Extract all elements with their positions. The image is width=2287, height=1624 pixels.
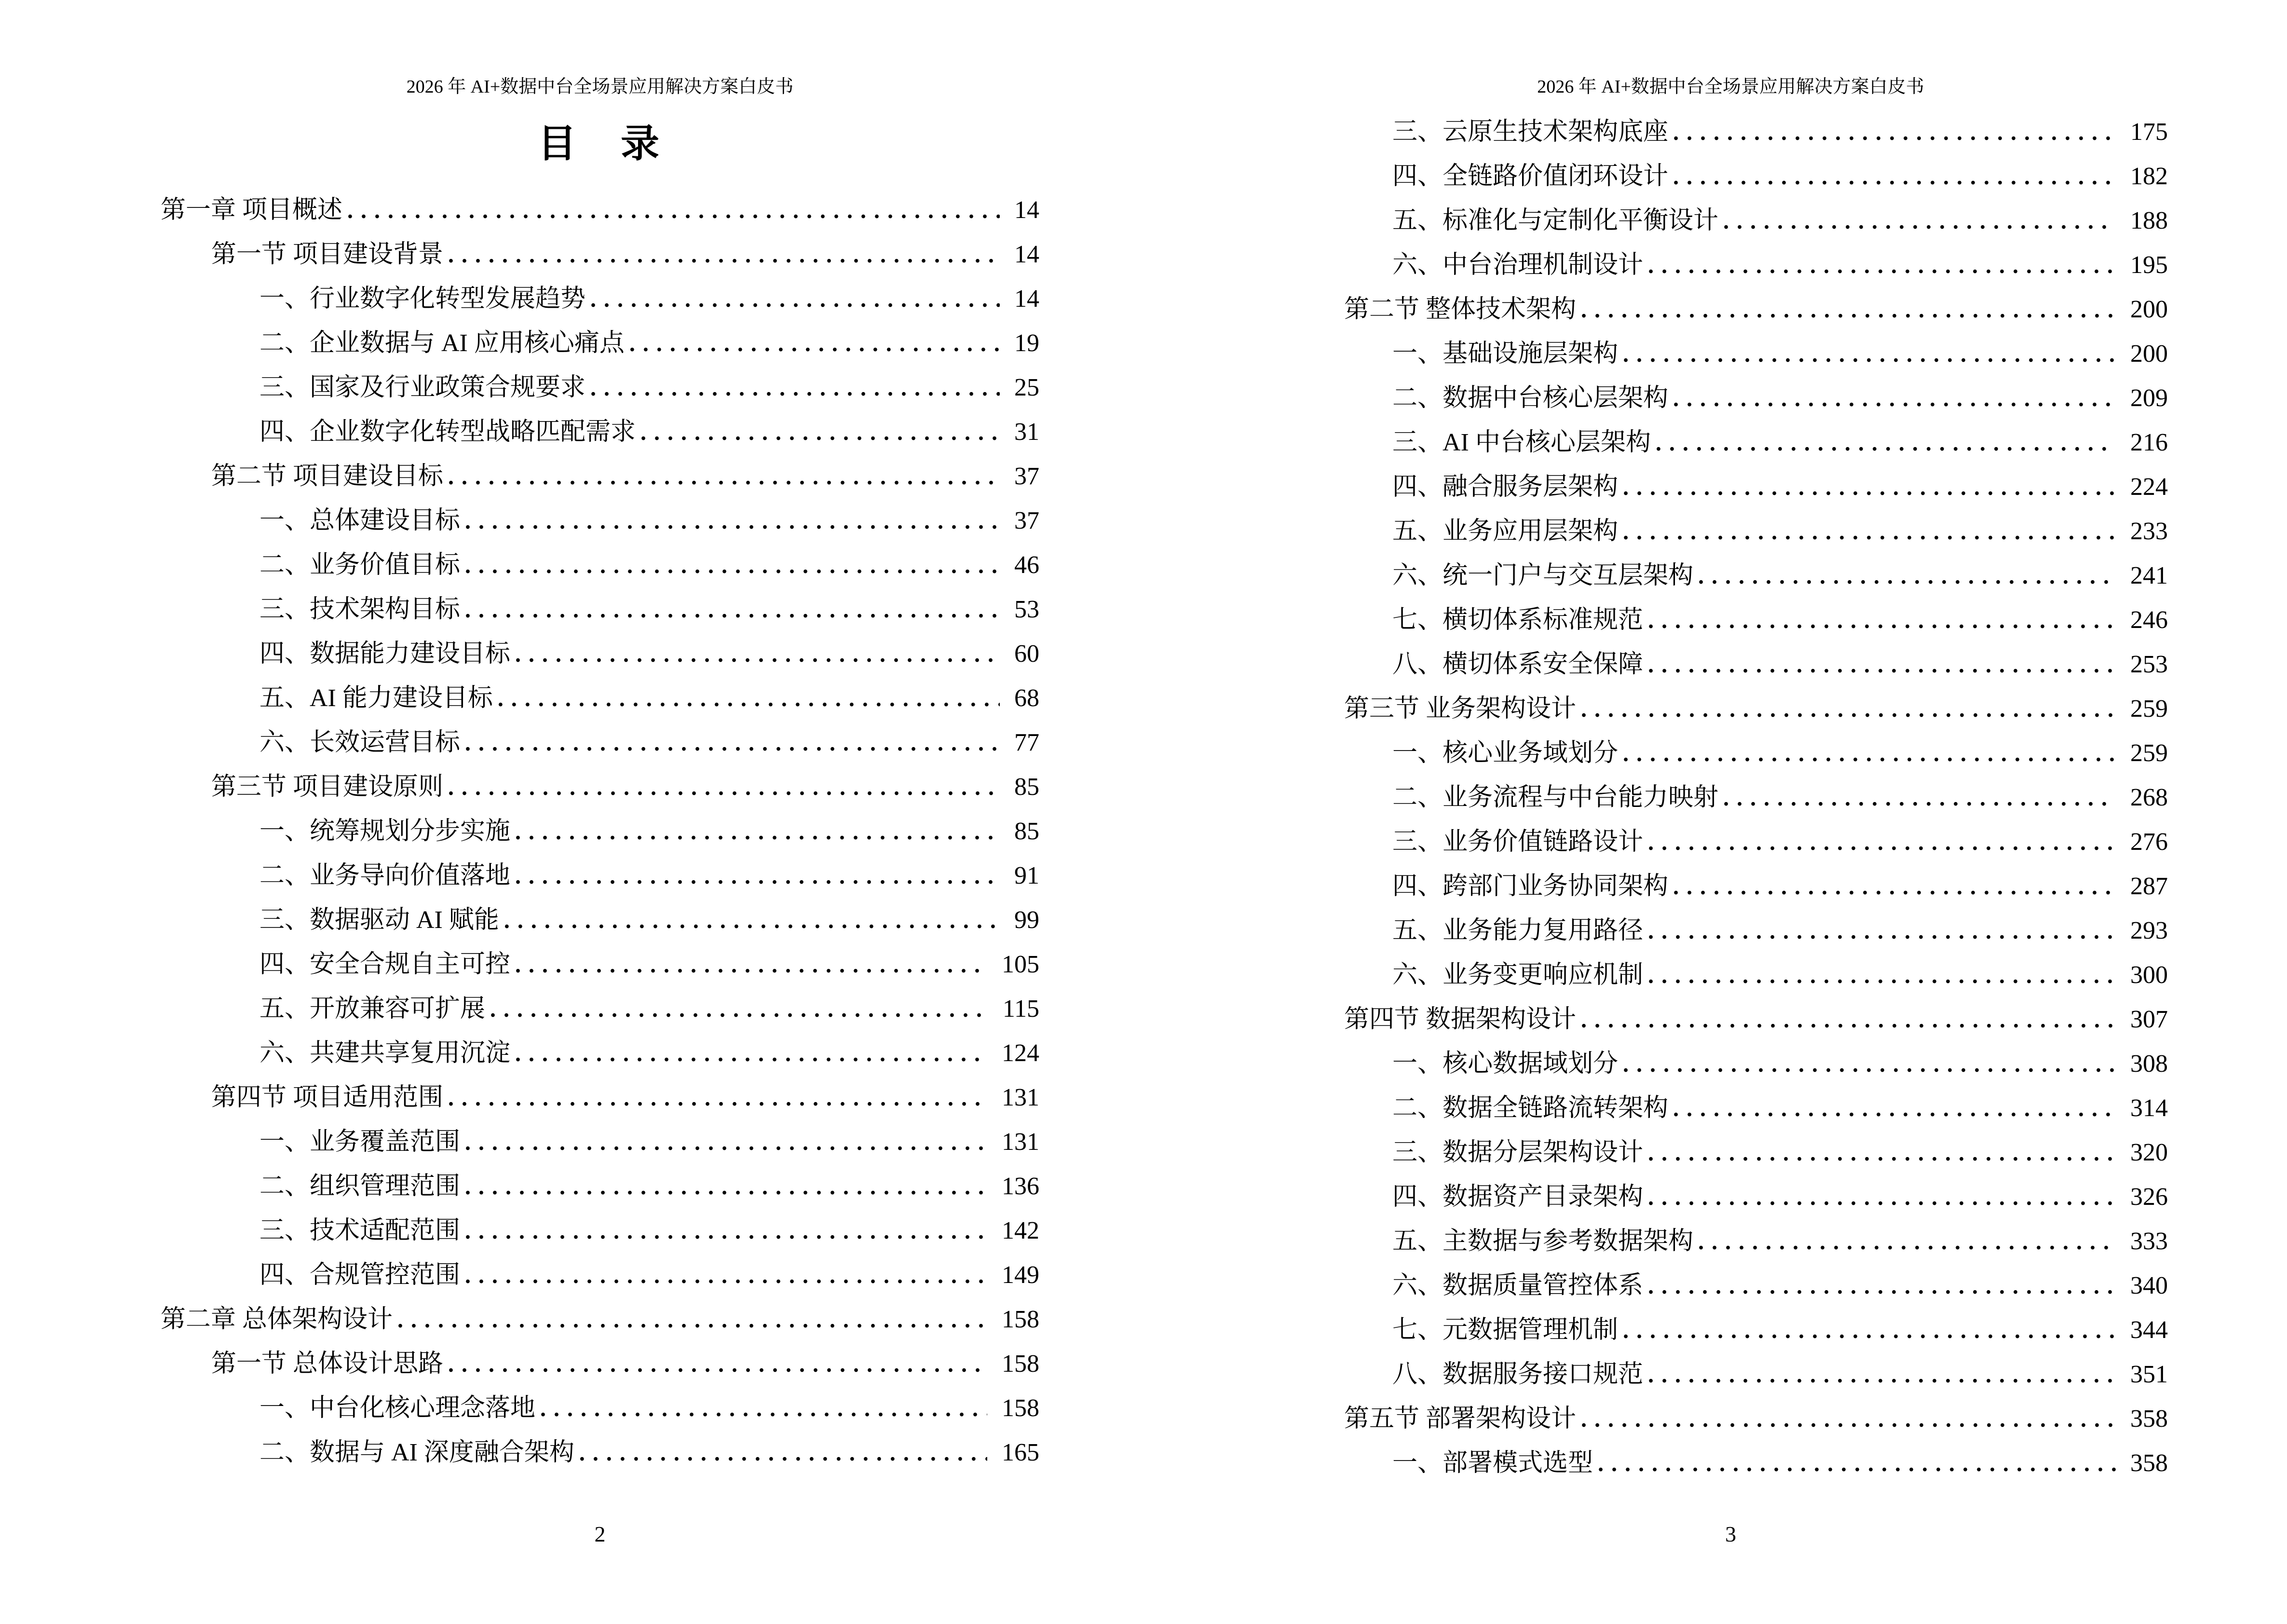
toc-entry[interactable]: [161, 1120, 1039, 1164]
toc-entry[interactable]: [1293, 1397, 2168, 1441]
toc-entry-title: 二、业务价值目标: [259, 551, 461, 579]
toc-dot-leader: [1581, 287, 2116, 332]
toc-entry[interactable]: [1293, 154, 2168, 199]
toc-dot-leader: [515, 1031, 987, 1076]
toc-dot-leader: [490, 987, 988, 1032]
toc-entry-page-number: 344: [2130, 1316, 2168, 1344]
toc-entry-title: 三、AI 中台核心层架构: [1392, 429, 1651, 456]
toc-entry[interactable]: [1293, 776, 2168, 820]
toc-entry-title: 六、长效运营目标: [259, 729, 461, 756]
toc-dot-leader: [465, 1164, 987, 1209]
toc-dot-leader: [1648, 1264, 2116, 1309]
toc-entry[interactable]: [1293, 199, 2168, 243]
toc-entry-title: 二、数据全链路流转架构: [1392, 1094, 1669, 1122]
toc-entry-title: 六、数据质量管控体系: [1392, 1272, 1644, 1299]
toc-entry-title: 第五节 部署架构设计: [1344, 1405, 1577, 1433]
toc-entry-page-number: 224: [2130, 473, 2168, 501]
toc-entry-page-number: 85: [1014, 773, 1039, 801]
toc-entry-title: 一、中台化核心理念落地: [259, 1394, 536, 1422]
toc-entry-page-number: 200: [2130, 340, 2168, 368]
toc-entry[interactable]: [1293, 642, 2168, 687]
toc-entry[interactable]: [161, 366, 1039, 410]
toc-entry-page-number: 182: [2130, 163, 2168, 190]
toc-dot-leader: [1698, 1219, 2116, 1264]
toc-entry-page-number: 233: [2130, 518, 2168, 545]
toc-dot-leader: [1673, 154, 2116, 199]
toc-entry-title: 五、标准化与定制化平衡设计: [1392, 207, 1719, 234]
toc-entry[interactable]: [161, 188, 1039, 232]
toc-entry-title: 三、业务价值链路设计: [1392, 828, 1644, 856]
toc-entry[interactable]: [1293, 1219, 2168, 1264]
toc-entry-title: 八、数据服务接口规范: [1392, 1361, 1644, 1388]
toc-entry-title: 五、开放兼容可扩展: [259, 995, 486, 1023]
toc-dot-leader: [1648, 909, 2116, 954]
toc-entry-title: 四、数据资产目录架构: [1392, 1183, 1644, 1211]
toc-entry-page-number: 91: [1014, 862, 1039, 889]
toc-entry-title: 一、核心业务域划分: [1392, 739, 1619, 767]
toc-entry[interactable]: [161, 1209, 1039, 1253]
toc-entry-page-number: 158: [1002, 1306, 1039, 1333]
toc-entry-title: 一、统筹规划分步实施: [259, 818, 511, 845]
toc-entry-title: 一、行业数字化转型发展趋势: [259, 285, 586, 313]
toc-entry-title: 五、主数据与参考数据架构: [1392, 1228, 1694, 1255]
toc-entry[interactable]: [161, 1431, 1039, 1475]
toc-entry-title: 第二节 项目建设目标: [211, 463, 444, 490]
toc-title: 目 录: [538, 123, 662, 165]
toc-entry[interactable]: [1293, 731, 2168, 776]
toc-dot-leader: [1698, 554, 2116, 599]
toc-entry-title: 五、业务能力复用路径: [1392, 917, 1644, 944]
toc-entry-page-number: 136: [1002, 1173, 1039, 1200]
toc-entry-title: 六、中台治理机制设计: [1392, 251, 1644, 279]
toc-dot-leader: [448, 1076, 987, 1120]
running-header: 2026 年 AI+数据中台全场景应用解决方案白皮书: [406, 77, 794, 97]
toc-entry-title: 八、横切体系安全保障: [1392, 651, 1644, 678]
toc-entry-page-number: 314: [2130, 1094, 2168, 1122]
toc-dot-leader: [1648, 1131, 2116, 1175]
toc-dot-leader: [1648, 642, 2116, 687]
toc-entry-page-number: 165: [1002, 1439, 1039, 1466]
toc-entry-page-number: 307: [2130, 1006, 2168, 1033]
toc-dot-leader: [448, 765, 1000, 810]
toc-entry-title: 第一节 总体设计思路: [211, 1350, 444, 1378]
toc-entry[interactable]: [1293, 864, 2168, 909]
toc-entry[interactable]: [161, 1031, 1039, 1076]
toc-entry-title: 二、业务导向价值落地: [259, 862, 511, 889]
toc-entry-page-number: 124: [1002, 1039, 1039, 1067]
toc-entry-page-number: 268: [2130, 784, 2168, 811]
page-number: 3: [1725, 1522, 1736, 1546]
toc-entry-title: 二、企业数据与 AI 应用核心痛点: [259, 329, 625, 357]
toc-entry-page-number: 37: [1014, 463, 1039, 490]
toc-dot-leader: [465, 499, 1000, 544]
toc-entry-title: 三、数据驱动 AI 赋能: [259, 906, 499, 934]
toc-entry-title: 三、国家及行业政策合规要求: [259, 374, 586, 401]
toc-entry-title: 三、云原生技术架构底座: [1392, 118, 1669, 146]
toc-dot-leader: [540, 1386, 987, 1431]
toc-entry-title: 第三节 业务架构设计: [1344, 695, 1577, 723]
toc-entry-title: 三、技术适配范围: [259, 1217, 461, 1244]
toc-dot-leader: [465, 1120, 987, 1165]
toc-entry[interactable]: [1293, 376, 2168, 421]
toc-entry-title: 四、数据能力建设目标: [259, 640, 511, 668]
toc-entry[interactable]: [1293, 1042, 2168, 1086]
toc-entry-page-number: 105: [1002, 951, 1039, 978]
toc-entry[interactable]: [1293, 243, 2168, 287]
toc-entry[interactable]: [1293, 421, 2168, 465]
toc-dot-leader: [1648, 1175, 2116, 1220]
toc-dot-leader: [1673, 864, 2116, 909]
toc-page-right: [1144, 0, 2287, 1624]
toc-dot-leader: [1656, 421, 2116, 465]
toc-entry[interactable]: [161, 898, 1039, 942]
toc-dot-leader: [1623, 332, 2116, 377]
page-number: 2: [594, 1522, 606, 1546]
toc-dot-leader: [1673, 376, 2116, 421]
toc-entry-page-number: 320: [2130, 1139, 2168, 1166]
toc-entry-title: 一、核心数据域划分: [1392, 1050, 1619, 1078]
toc-dot-leader: [504, 898, 1000, 943]
toc-entry[interactable]: [161, 277, 1039, 321]
toc-entry[interactable]: [161, 1164, 1039, 1209]
toc-entry-page-number: 46: [1014, 551, 1039, 579]
toc-entry-page-number: 68: [1014, 684, 1039, 712]
toc-entry-title: 二、数据中台核心层架构: [1392, 384, 1669, 412]
toc-entry[interactable]: [161, 410, 1039, 454]
toc-entry[interactable]: [1293, 1175, 2168, 1219]
toc-entry[interactable]: [1293, 1131, 2168, 1175]
toc-entry[interactable]: [161, 987, 1039, 1031]
toc-entry-title: 四、企业数字化转型战略匹配需求: [259, 418, 636, 446]
toc-dot-leader: [515, 942, 987, 987]
toc-entry-page-number: 14: [1014, 196, 1039, 224]
toc-entry-page-number: 259: [2130, 695, 2168, 723]
toc-dot-leader: [1598, 1441, 2116, 1486]
running-header: 2026 年 AI+数据中台全场景应用解决方案白皮书: [1537, 77, 1924, 97]
toc-entry-page-number: 308: [2130, 1050, 2168, 1078]
toc-entry-title: 一、总体建设目标: [259, 507, 461, 534]
toc-entry-page-number: 209: [2130, 384, 2168, 412]
toc-entry-page-number: 37: [1014, 507, 1039, 534]
toc-entry[interactable]: [1293, 1308, 2168, 1352]
toc-entry-title: 六、业务变更响应机制: [1392, 961, 1644, 989]
toc-entry-title: 三、技术架构目标: [259, 596, 461, 623]
toc-dot-leader: [1673, 1086, 2116, 1131]
toc-entry-title: 二、数据与 AI 深度融合架构: [259, 1439, 574, 1466]
toc-entry-page-number: 14: [1014, 285, 1039, 313]
toc-dot-leader: [1648, 243, 2116, 288]
toc-entry[interactable]: [161, 1253, 1039, 1297]
toc-entry[interactable]: [161, 854, 1039, 898]
toc-entry-page-number: 53: [1014, 596, 1039, 623]
toc-dot-leader: [465, 543, 1000, 588]
toc-dot-leader: [498, 676, 1000, 721]
toc-dot-leader: [465, 1209, 987, 1254]
toc-entry-page-number: 287: [2130, 873, 2168, 900]
toc-entry-title: 六、统一门户与交互层架构: [1392, 562, 1694, 589]
toc-entry-title: 一、业务覆盖范围: [259, 1128, 461, 1156]
toc-entry[interactable]: [161, 942, 1039, 987]
toc-entry-title: 一、部署模式选型: [1392, 1449, 1593, 1477]
toc-entry[interactable]: [1293, 332, 2168, 376]
toc-entry-title: 七、横切体系标准规范: [1392, 606, 1644, 634]
toc-entry-page-number: 14: [1014, 241, 1039, 268]
toc-entry-page-number: 175: [2130, 118, 2168, 146]
toc-entry[interactable]: [1293, 598, 2168, 642]
toc-entry[interactable]: [1293, 953, 2168, 997]
toc-dot-leader: [448, 454, 1000, 499]
toc-dot-leader: [1623, 1308, 2116, 1353]
toc-entry-title: 第一章 项目概述: [161, 196, 343, 224]
toc-entry[interactable]: [1293, 554, 2168, 598]
toc-entry-page-number: 60: [1014, 640, 1039, 668]
toc-entry-page-number: 340: [2130, 1272, 2168, 1299]
toc-entry-page-number: 77: [1014, 729, 1039, 756]
toc-entry[interactable]: [1293, 509, 2168, 554]
toc-entry-title: 四、合规管控范围: [259, 1261, 461, 1289]
toc-entry-title: 四、全链路价值闭环设计: [1392, 163, 1669, 190]
toc-entry[interactable]: [1293, 110, 2168, 154]
toc-entry-title: 二、组织管理范围: [259, 1173, 461, 1200]
toc-dot-leader: [347, 188, 1000, 233]
toc-entry[interactable]: [1293, 1441, 2168, 1486]
toc-entry-page-number: 358: [2130, 1405, 2168, 1433]
toc-dot-leader: [1648, 598, 2116, 643]
toc-dot-leader: [579, 1431, 987, 1475]
toc-entry-title: 七、元数据管理机制: [1392, 1316, 1619, 1344]
toc-dot-leader: [515, 854, 1000, 899]
toc-entry-page-number: 31: [1014, 418, 1039, 446]
toc-entry-page-number: 195: [2130, 251, 2168, 279]
toc-entry-page-number: 99: [1014, 906, 1039, 934]
toc-entry-page-number: 188: [2130, 207, 2168, 234]
toc-entry-title: 四、安全合规自主可控: [259, 951, 511, 978]
toc-dot-leader: [1673, 110, 2116, 155]
toc-entry[interactable]: [1293, 997, 2168, 1042]
toc-entry[interactable]: [1293, 465, 2168, 509]
toc-entry-title: 四、跨部门业务协同架构: [1392, 873, 1669, 900]
toc-entry[interactable]: [161, 321, 1039, 366]
toc-entry-page-number: 293: [2130, 917, 2168, 944]
toc-entry-title: 第三节 项目建设原则: [211, 773, 444, 801]
toc-dot-leader: [1581, 1397, 2116, 1442]
toc-dot-leader: [1648, 1352, 2116, 1397]
toc-entry-page-number: 300: [2130, 961, 2168, 989]
toc-dot-leader: [1581, 997, 2116, 1042]
toc-dot-leader: [1648, 953, 2116, 998]
toc-dot-leader: [465, 1253, 987, 1298]
toc-dot-leader: [1623, 509, 2116, 554]
toc-entry-title: 第四节 数据架构设计: [1344, 1006, 1577, 1033]
toc-entry[interactable]: [1293, 820, 2168, 864]
toc-entry-page-number: 358: [2130, 1449, 2168, 1477]
toc-entry-title: 第二章 总体架构设计: [161, 1306, 393, 1333]
toc-dot-leader: [515, 632, 1000, 677]
toc-entry-page-number: 259: [2130, 739, 2168, 767]
toc-entry-page-number: 131: [1002, 1128, 1039, 1156]
toc-entry-page-number: 253: [2130, 651, 2168, 678]
toc-entry-title: 六、共建共享复用沉淀: [259, 1039, 511, 1067]
toc-entry[interactable]: [161, 1297, 1039, 1342]
toc-entry[interactable]: [161, 543, 1039, 587]
toc-entry-page-number: 19: [1014, 329, 1039, 357]
toc-entry[interactable]: [161, 232, 1039, 277]
toc-entry[interactable]: [161, 1342, 1039, 1386]
toc-entry-page-number: 351: [2130, 1361, 2168, 1388]
toc-entry-title: 三、数据分层架构设计: [1392, 1139, 1644, 1166]
toc-dot-leader: [448, 1342, 987, 1387]
toc-entry-title: 二、业务流程与中台能力映射: [1392, 784, 1719, 811]
toc-entry-page-number: 200: [2130, 296, 2168, 323]
toc-entry[interactable]: [1293, 687, 2168, 731]
toc-list-right: [1293, 110, 2168, 1486]
toc-entry[interactable]: [161, 765, 1039, 809]
toc-entry-page-number: 131: [1002, 1084, 1039, 1111]
toc-entry-page-number: 216: [2130, 429, 2168, 456]
toc-entry[interactable]: [161, 721, 1039, 765]
toc-dot-leader: [1623, 731, 2116, 776]
toc-entry-title: 五、业务应用层架构: [1392, 518, 1619, 545]
toc-entry-title: 五、AI 能力建设目标: [259, 684, 493, 712]
toc-entry-title: 第二节 整体技术架构: [1344, 296, 1577, 323]
toc-dot-leader: [590, 366, 1000, 410]
toc-entry-page-number: 326: [2130, 1183, 2168, 1211]
toc-dot-leader: [448, 232, 1000, 277]
toc-entry-page-number: 158: [1002, 1394, 1039, 1422]
toc-dot-leader: [629, 321, 1000, 366]
toc-entry[interactable]: [161, 676, 1039, 721]
toc-dot-leader: [465, 587, 1000, 632]
toc-entry[interactable]: [161, 809, 1039, 854]
toc-dot-leader: [640, 410, 1000, 455]
toc-entry-page-number: 149: [1002, 1261, 1039, 1289]
toc-entry[interactable]: [1293, 1264, 2168, 1308]
toc-dot-leader: [1648, 820, 2116, 865]
toc-dot-leader: [465, 721, 1000, 765]
toc-entry-page-number: 85: [1014, 818, 1039, 845]
toc-entry[interactable]: [161, 632, 1039, 676]
toc-entry[interactable]: [1293, 1086, 2168, 1131]
toc-entry-page-number: 241: [2130, 562, 2168, 589]
toc-entry-page-number: 333: [2130, 1228, 2168, 1255]
toc-entry-page-number: 142: [1002, 1217, 1039, 1244]
toc-dot-leader: [397, 1297, 987, 1342]
toc-entry-title: 第四节 项目适用范围: [211, 1084, 444, 1111]
toc-entry[interactable]: [161, 499, 1039, 543]
toc-entry-page-number: 25: [1014, 374, 1039, 401]
toc-entry-page-number: 115: [1002, 995, 1039, 1023]
toc-entry[interactable]: [1293, 1352, 2168, 1397]
toc-entry-page-number: 246: [2130, 606, 2168, 634]
toc-dot-leader: [1623, 465, 2116, 510]
toc-entry[interactable]: [161, 587, 1039, 632]
toc-entry[interactable]: [1293, 909, 2168, 953]
toc-entry-page-number: 158: [1002, 1350, 1039, 1378]
toc-dot-leader: [515, 809, 1000, 854]
toc-entry-title: 第一节 项目建设背景: [211, 241, 444, 268]
toc-entry[interactable]: [161, 454, 1039, 499]
toc-list-left: [161, 188, 1039, 1475]
toc-dot-leader: [1581, 687, 2116, 732]
toc-entry[interactable]: [161, 1386, 1039, 1431]
toc-entry-title: 四、融合服务层架构: [1392, 473, 1619, 501]
toc-dot-leader: [590, 277, 1000, 322]
toc-entry[interactable]: [161, 1076, 1039, 1120]
toc-dot-leader: [1723, 776, 2116, 820]
toc-entry-page-number: 276: [2130, 828, 2168, 856]
toc-dot-leader: [1723, 199, 2116, 244]
toc-entry-title: 一、基础设施层架构: [1392, 340, 1619, 368]
toc-dot-leader: [1623, 1042, 2116, 1087]
toc-entry[interactable]: [1293, 287, 2168, 332]
